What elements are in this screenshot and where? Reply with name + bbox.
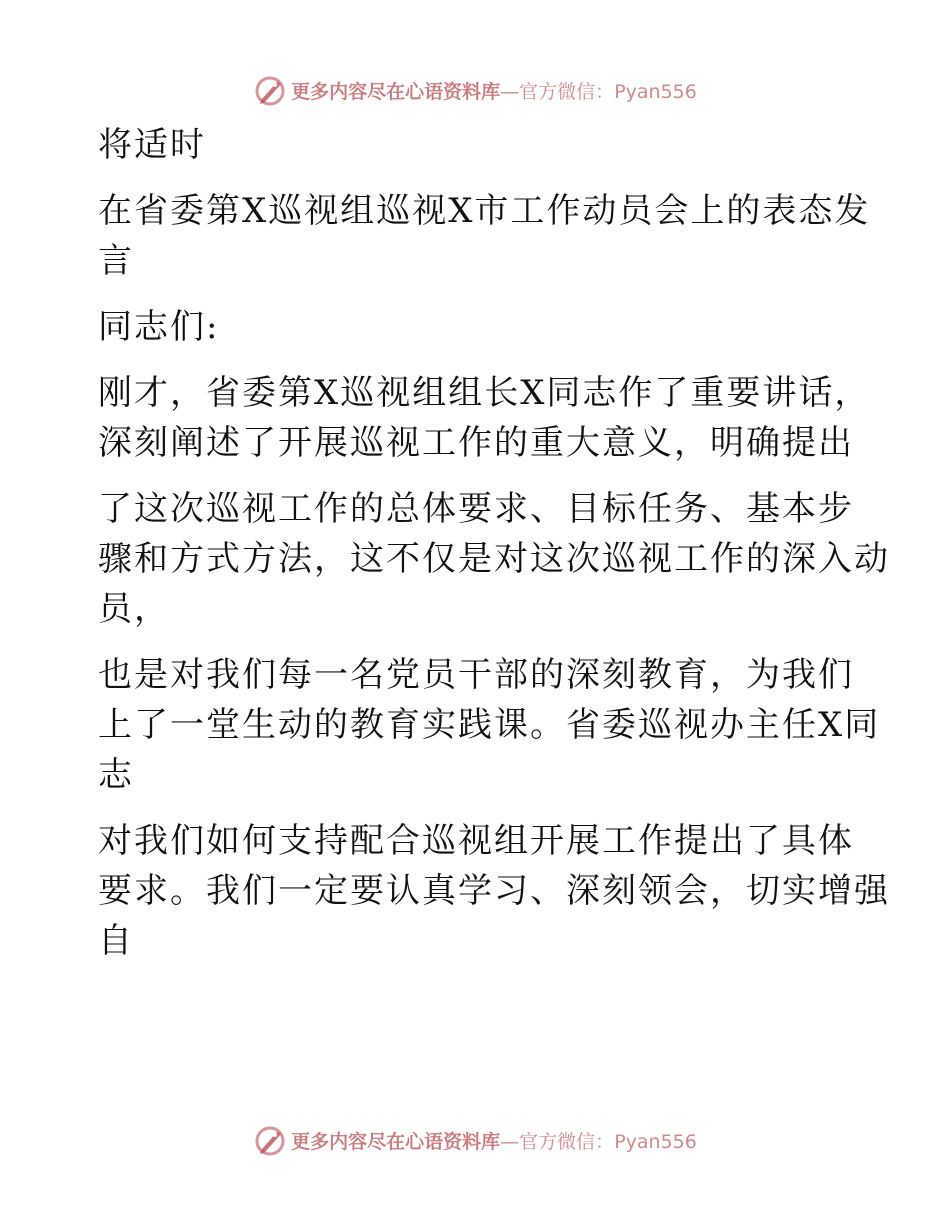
text-line: 上了一堂生动的教育实践课。省委巡视办主任X同	[98, 705, 881, 745]
header-watermark	[0, 70, 950, 110]
text-line: 骤和方式方法，这不仅是对这次巡视工作的深入动	[98, 539, 890, 579]
pen-logo-icon	[253, 73, 287, 107]
document-body	[98, 120, 890, 966]
text-line: 也是对我们每一名党员干部的深刻教育，为我们	[98, 655, 854, 695]
text-line: 将适时	[98, 125, 206, 165]
text-line: 对我们如何支持配合巡视组开展工作提出了具体	[98, 821, 854, 861]
text-line: 刚才，省委第X巡视组组长X同志作了重要讲话，	[98, 373, 871, 413]
text-line: 在省委第X巡视组巡视X市工作动员会上的表态发	[98, 191, 871, 231]
footer-watermark	[0, 1120, 950, 1160]
text-line: 志	[98, 755, 134, 795]
pen-logo-icon	[253, 1123, 287, 1157]
text-line: 同志们:	[98, 307, 220, 347]
text-line: 了这次巡视工作的总体要求、目标任务、基本步	[98, 489, 854, 529]
text-line: 员，	[98, 589, 170, 629]
watermark-text: 更多内容尽在心语资料库—官方微信：Pyan556	[291, 80, 697, 103]
text-line: 自	[98, 921, 134, 961]
watermark-text: 更多内容尽在心语资料库—官方微信：Pyan556	[291, 1130, 697, 1153]
text-line: 要求。我们一定要认真学习、深刻领会，切实增强	[98, 871, 890, 911]
text-line: 言	[98, 241, 134, 281]
text-line: 深刻阐述了开展巡视工作的重大意义，明确提出	[98, 423, 854, 463]
